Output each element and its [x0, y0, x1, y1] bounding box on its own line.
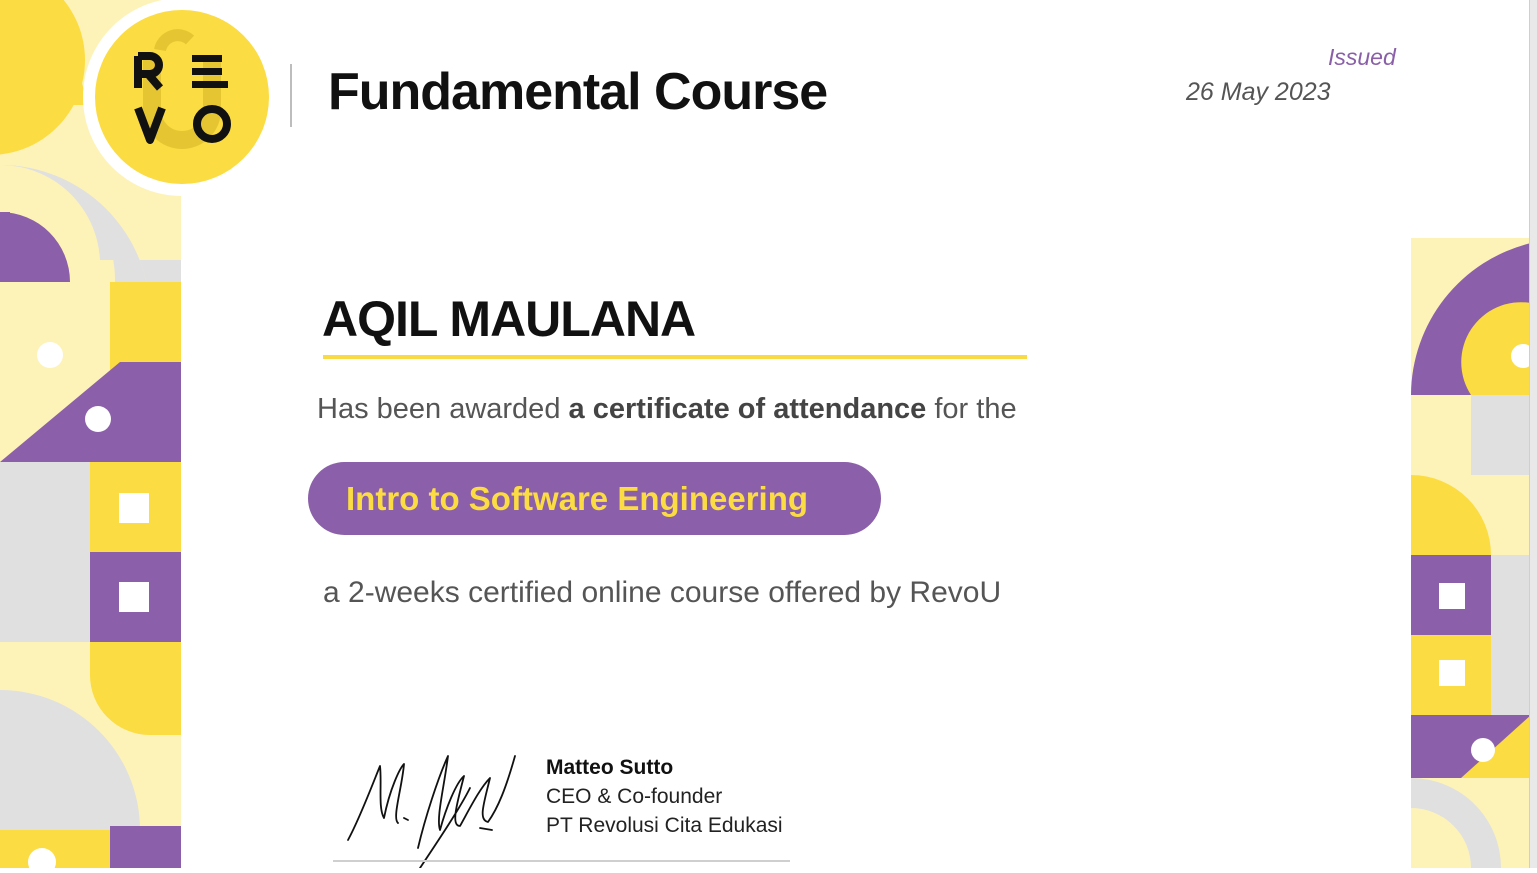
signer-title: CEO & Co-founder: [546, 785, 723, 808]
course-description: a 2-weeks certified online course offered by RevoU: [323, 576, 1002, 609]
issue-date: 26 May 2023: [1186, 78, 1331, 106]
revou-logo: [82, 0, 278, 198]
page-edge: [1529, 0, 1537, 868]
course-level-title: Fundamental Course: [328, 63, 828, 121]
right-decorative-pattern: [1411, 238, 1531, 868]
signature-line: [333, 860, 790, 862]
header-divider: [290, 64, 292, 127]
award-statement: [317, 393, 1017, 426]
signer-name: Matteo Sutto: [546, 756, 674, 779]
program-badge: [308, 462, 881, 535]
award-bold: a certificate of attendance: [568, 393, 927, 425]
award-prefix: Has been awarded: [317, 393, 561, 425]
recipient-name: AQIL MAULANA: [322, 291, 696, 347]
signature-image: [340, 748, 530, 868]
issued-label: Issued: [1328, 44, 1396, 70]
recipient-underline: [323, 355, 1027, 359]
award-suffix: for the: [934, 393, 1017, 425]
signer-organization: PT Revolusi Cita Edukasi: [546, 814, 783, 837]
program-name: Intro to Software Engineering: [346, 480, 809, 517]
